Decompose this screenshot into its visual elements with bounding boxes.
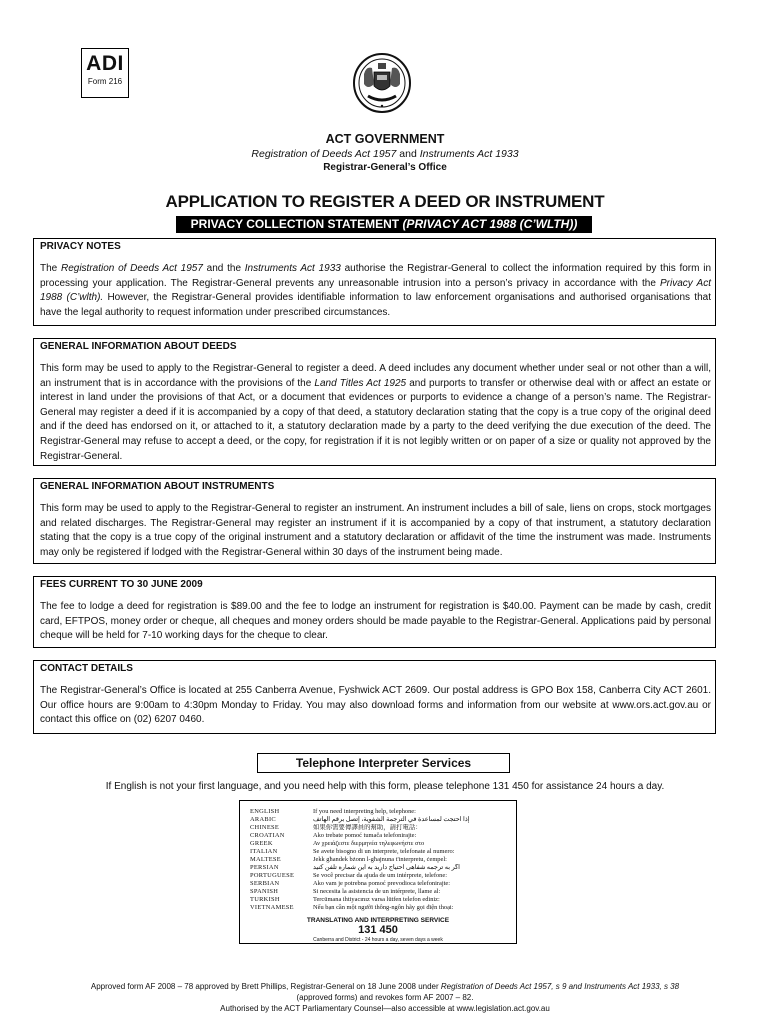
body-text: and the bbox=[202, 263, 245, 274]
language-row bbox=[250, 872, 512, 880]
language-text: Ako vam je potrebna pomoć prevodioca telefonirajte: bbox=[313, 880, 450, 887]
language-row bbox=[250, 816, 512, 824]
language-text: Nếu bạn cần một người thông-ngôn hãy gọi điện thoại: bbox=[313, 904, 454, 911]
language-row bbox=[250, 856, 512, 864]
deeds-info-section bbox=[33, 338, 716, 466]
language-name: PORTUGUESE bbox=[250, 872, 295, 879]
language-name: PERSIAN bbox=[250, 864, 279, 871]
language-row bbox=[250, 832, 512, 840]
revocation-line: (approved forms) and revokes form AF 2007 – 82. bbox=[296, 993, 474, 1002]
office-name: Registrar-General’s Office bbox=[323, 162, 447, 173]
language-text: إذا احتجت لمساعدة في الترجمة الشفوية، إتصل برقم الهاتف bbox=[313, 816, 470, 823]
section-heading: PRIVACY NOTES bbox=[40, 241, 121, 252]
body-text: This form may be used to apply to the Registrar-General to register a deed. A deed includes any document whether under seal or not other than a will, an instrument that is in accordance with the provisions of the bbox=[40, 363, 711, 389]
section-heading: FEES CURRENT TO 30 JUNE 2009 bbox=[40, 579, 203, 590]
authorisation-line: Authorised by the ACT Parliamentary Counsel—also accessible at www.legislation.act.gov.au bbox=[220, 1004, 550, 1013]
language-row bbox=[250, 864, 512, 872]
language-text: Tercümana ihtiyacınız varsa lütfen telefon ediniz: bbox=[313, 896, 440, 903]
governing-acts bbox=[0, 148, 770, 160]
form-code-box bbox=[81, 48, 129, 98]
act-reference: Land Titles Act 1925 bbox=[314, 377, 407, 389]
language-name: MALTESE bbox=[250, 856, 281, 863]
section-body: The Registrar-General’s Office is located at 255 Canberra Avenue, Fyshwick ACT 2609. Our postal address is GPO Box 158, Canberra City ACT 2601. Our office hours are 9:00am to 4:30pm Monday to Friday. You may also download forms and information from our website at www.ors.act.gov.au or contact this office on (02) 6207 0460. bbox=[40, 685, 711, 726]
language-row bbox=[250, 840, 512, 848]
language-name: ITALIAN bbox=[250, 848, 278, 855]
language-text: Si necesita la asistencia de un intérprete, llame al: bbox=[313, 888, 441, 895]
language-text: If you need interpreting help, telephone: bbox=[313, 808, 416, 815]
language-row bbox=[250, 808, 512, 816]
language-text: 如果你需要傳譯員的幫助，請打電話： bbox=[313, 824, 422, 831]
language-help-panel bbox=[239, 800, 517, 944]
interpreter-services-title: Telephone Interpreter Services bbox=[257, 753, 510, 773]
instruments-info-section bbox=[33, 478, 716, 564]
language-row bbox=[250, 904, 512, 912]
section-body: This form may be used to apply to the Registrar-General to register an instrument. An instrument includes a bill of sale, liens on crops, stock mortgages and related discharges. The Registrar-General may register an instrument if it is accompanied by a copy of that instrument, a statutory declaration stating that the copy is a true copy of the original instrument and a statutory declaration or affidavit of the time the instrument was made. Instruments may only be registered if lodged with the Registrar-General within 30 days of the instrument being made. bbox=[40, 503, 711, 558]
acts-conjunction: and bbox=[396, 148, 420, 160]
contact-details-section bbox=[33, 660, 716, 734]
form-number: Form 216 bbox=[87, 77, 123, 86]
body-text: However, the Registrar-General provides identifiable information to law enforcement organisations and authorised organisations that have the legal authority to request information under prescribed circumstances. bbox=[40, 292, 711, 318]
language-row bbox=[250, 880, 512, 888]
approval-text: Approved form AF 2008 – 78 approved by Brett Phillips, Registrar-General on 18 June 2008 under bbox=[90, 982, 441, 991]
language-text: Se avete bisogno di un interprete, telefonate al numero: bbox=[313, 848, 455, 855]
language-row bbox=[250, 824, 512, 832]
act-reference: Instruments Act 1933 bbox=[244, 263, 341, 274]
language-name: SPANISH bbox=[250, 888, 279, 895]
interpreter-help-line: If English is not your first language, and you need help with this form, please telephone 131 450 for assistance 24 hours a day. bbox=[105, 781, 665, 792]
privacy-collection-header bbox=[176, 216, 592, 233]
instruments-act-name: Instruments Act 1933 bbox=[419, 148, 519, 160]
section-body bbox=[40, 362, 711, 464]
government-name: ACT GOVERNMENT bbox=[325, 132, 445, 146]
language-name: ENGLISH bbox=[250, 808, 280, 815]
section-heading: GENERAL INFORMATION ABOUT INSTRUMENTS bbox=[40, 481, 275, 492]
privacy-header-italic: (PRIVACY ACT 1988 (C’WLTH)) bbox=[402, 217, 578, 231]
tis-phone-number: 131 450 bbox=[358, 924, 398, 936]
section-heading: GENERAL INFORMATION ABOUT DEEDS bbox=[40, 341, 237, 352]
deeds-act-name: Registration of Deeds Act 1957 bbox=[251, 148, 397, 160]
privacy-notes-section bbox=[33, 238, 716, 326]
act-government-coat-of-arms-icon bbox=[352, 50, 412, 114]
language-name: GREEK bbox=[250, 840, 273, 847]
language-name: CHINESE bbox=[250, 824, 280, 831]
language-text: Αν χρειάζεστε διερμηνέα τηλεφωνήστε στο bbox=[313, 840, 425, 847]
language-text: Se você precisar da ajuda de um intérprete, telefone: bbox=[313, 872, 447, 879]
language-text: اگر به ترجمه شفاهی احتیاج دارید به این شماره تلفن کنید bbox=[313, 864, 460, 871]
language-name: TURKISH bbox=[250, 896, 280, 903]
language-row bbox=[250, 848, 512, 856]
section-body: The fee to lodge a deed for registration is $89.00 and the fee to lodge an instrument for registration is $40.00. Payment can be made by cash, credit card, EFTPOS, money order or cheque, all cheques and money orders should be made payable to the Registrar-General. Applications paid by personal cheque will be held for 7-10 working days for the cheque to clear. bbox=[40, 601, 711, 642]
form-code: ADI bbox=[86, 52, 124, 75]
language-name: CROATIAN bbox=[250, 832, 285, 839]
tis-service-hours: Canberra and District - 24 hours a day, seven days a week bbox=[313, 937, 443, 943]
language-text: Jekk għandek bżonn l-għajnuna t'interpretu, ċempel: bbox=[313, 856, 447, 863]
language-row bbox=[250, 888, 512, 896]
language-text: Ako trebate pomoć tumača telefonirajte: bbox=[313, 832, 417, 839]
body-text: The bbox=[40, 263, 61, 274]
fees-section bbox=[33, 576, 716, 648]
act-reference: Registration of Deeds Act 1957 bbox=[60, 263, 203, 274]
approval-line bbox=[0, 981, 770, 992]
act-reference: Privacy Act 1988 (C’wlth). bbox=[40, 277, 711, 304]
language-name: VIETNAMESE bbox=[250, 904, 294, 911]
language-row bbox=[250, 896, 512, 904]
language-name: SERBIAN bbox=[250, 880, 280, 887]
document-title: APPLICATION TO REGISTER A DEED OR INSTRUMENT bbox=[165, 192, 605, 211]
language-name: ARABIC bbox=[250, 816, 276, 823]
approval-act-reference: Registration of Deeds Act 1957, s 9 and Instruments Act 1933, s 38 bbox=[440, 982, 680, 991]
privacy-header-plain: PRIVACY COLLECTION STATEMENT bbox=[190, 217, 403, 231]
section-body bbox=[40, 262, 711, 320]
section-heading: CONTACT DETAILS bbox=[40, 663, 133, 674]
body-text: authorise the Registrar-General to collect the information required by this form in processing your application. The Registrar-General prevents any unreasonable intrusion into a person’s privacy in accordance with the bbox=[40, 263, 712, 289]
body-text: and purports to transfer or otherwise deal with or affect an estate or interest in land under the provisions of that Act, or a document that evidences or purports to evidence a change of a person’s name. The Registrar-General may register a deed if it is accompanied by a copy of that deed, a statutory declaration stating that the copy is a true copy of the original deed and if the deed has endorsed on it, or attached to it, a statutory declaration made by a party to the deed verifying the due execution of the deed. The Registrar-General may refuse to accept a deed, or the copy, for registration if it is not legibly written or on paper of a size or quality not approved by the Registrar-General. bbox=[40, 377, 711, 462]
tis-service-title: TRANSLATING AND INTERPRETING SERVICE bbox=[306, 917, 450, 924]
